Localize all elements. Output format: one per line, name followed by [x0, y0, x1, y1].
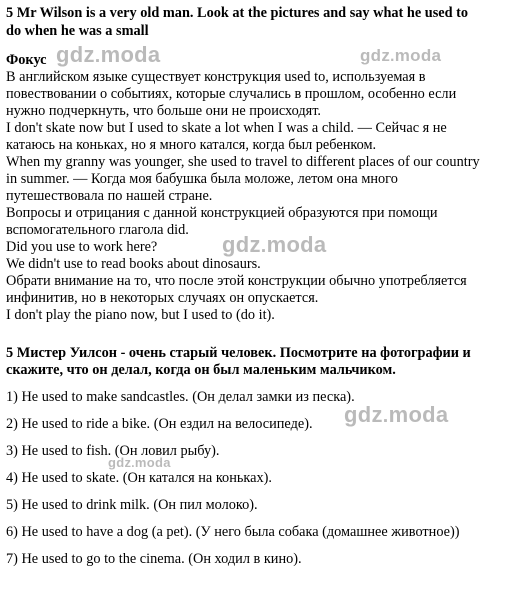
focus-line: We didn't use to read books about dinosaurs.: [6, 256, 261, 272]
watermark-separator: .: [382, 405, 389, 427]
answer-item: 6) He used to have a dog (a pet). (У него была собака (домашнее животное)): [6, 524, 460, 540]
watermark-left: gdz: [222, 232, 261, 257]
focus-line: инфинитив, но в некоторых случаях он опускается.: [6, 290, 319, 306]
watermark-right: moda: [388, 402, 449, 427]
focus-line: in summer. — Когда моя бабушка была моложе, летом она много: [6, 171, 398, 187]
focus-line: I don't skate now but I used to skate a lot when I was a child. — Сейчас я не: [6, 120, 447, 136]
answer-item: 7) He used to go to the cinema. (Он ходил в кино).: [6, 551, 302, 567]
watermark: [360, 46, 441, 66]
answer-item: 1) He used to make sandcastles. (Он делал замки из песка).: [6, 389, 355, 405]
watermark-separator: .: [260, 235, 267, 257]
focus-line: I don't play the piano now, but I used to (do it).: [6, 307, 275, 323]
answer-item: 4) He used to skate. (Он катался на коньках).: [6, 470, 272, 486]
focus-line: нужно подчеркнуть, что больше они не происходят.: [6, 103, 321, 119]
task-heading-line-1: 5 Mr Wilson is a very old man. Look at the pictures and say what he used to: [6, 5, 469, 21]
watermark-separator: .: [131, 457, 135, 470]
focus-line: вспомогательного глагола did.: [6, 222, 189, 238]
translation-heading-line-2: скажите, что он делал, когда он был маленьким мальчиком.: [6, 362, 396, 378]
focus-label: Фокус: [6, 52, 47, 68]
watermark-right: moda: [100, 42, 161, 67]
answer-item: 5) He used to drink milk. (Он пил молоко).: [6, 497, 258, 513]
focus-line: Обрати внимание на то, что после этой конструкции обычно употребляется: [6, 273, 467, 289]
focus-line: катаюсь на коньках, но я много катался, когда был ребенком.: [6, 137, 377, 153]
watermark-right: moda: [266, 232, 327, 257]
focus-line: путешествовала по нашей стране.: [6, 188, 213, 204]
watermark-separator: .: [390, 48, 395, 65]
watermark-left: gdz: [344, 402, 383, 427]
focus-line: Вопросы и отрицания с данной конструкцией образуются при помощи: [6, 205, 438, 221]
watermark-left: gdz: [108, 455, 132, 470]
answer-item: 3) He used to fish. (Он ловил рыбу).: [6, 443, 220, 459]
watermark-right: moda: [134, 455, 171, 470]
focus-line: Did you use to work here?: [6, 239, 158, 255]
watermark-separator: .: [94, 45, 101, 67]
watermark: [344, 402, 448, 428]
translation-heading-line-1: 5 Мистер Уилсон - очень старый человек. Посмотрите на фотографии и: [6, 345, 471, 361]
watermark: [56, 42, 160, 68]
focus-line: повествовании о событиях, которые случались в прошлом, особенно если: [6, 86, 457, 102]
watermark-right: moda: [394, 46, 442, 65]
focus-line: When my granny was younger, she used to travel to different places of our country: [6, 154, 480, 170]
watermark-left: gdz: [56, 42, 95, 67]
watermark: [222, 232, 326, 258]
focus-line: В английском языке существует конструкция used to, используемая в: [6, 69, 426, 85]
watermark-left: gdz: [360, 46, 391, 65]
answer-item: 2) He used to ride a bike. (Он ездил на велосипеде).: [6, 416, 313, 432]
task-heading-line-2: do when he was a small: [6, 23, 149, 39]
watermark: [108, 455, 171, 470]
